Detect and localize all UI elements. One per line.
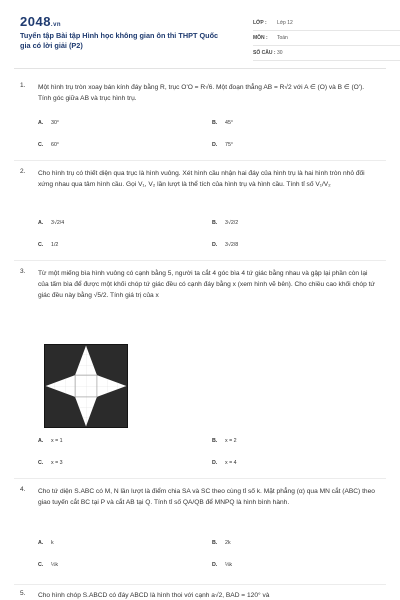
option-value: x = 2 <box>225 438 237 444</box>
meta-key: SỐ CÂU : <box>253 50 276 56</box>
meta-row-subject <box>253 31 400 46</box>
option-d[interactable] <box>212 242 238 248</box>
option-c[interactable] <box>38 142 59 148</box>
option-letter: A. <box>38 540 44 546</box>
option-b[interactable] <box>212 120 233 126</box>
option-a[interactable] <box>38 438 63 444</box>
option-value: ⅓k <box>225 562 233 568</box>
option-value: x = 1 <box>51 438 63 444</box>
option-value: x = 3 <box>51 460 63 466</box>
meta-row-class <box>253 16 400 31</box>
option-a[interactable] <box>38 540 54 546</box>
option-value: 1/2 <box>51 242 59 248</box>
option-value: 2k <box>225 540 231 546</box>
question-number: 1. <box>20 82 26 89</box>
option-d[interactable] <box>212 562 232 568</box>
option-a[interactable] <box>38 120 59 126</box>
question-text: Cho hình trụ có thiết diện qua trục là hình vuông. Xét hình cầu nhận hai đáy của hình trụ là hai hình tròn nhỏ đối xứng nhau qua tâm hình cầu. Gọi V₁, V₂ lần lượt là thể tích của hình trụ và hình cầu. Tính tỉ số V₁/V₂ <box>38 170 365 188</box>
option-value: 3√2/8 <box>225 242 239 248</box>
meta-value: 30 <box>277 50 283 56</box>
question-divider <box>14 584 386 585</box>
option-d[interactable] <box>212 460 237 466</box>
option-letter: A. <box>38 438 44 444</box>
meta-table <box>253 16 400 61</box>
option-value: ½k <box>51 562 59 568</box>
question-divider <box>14 478 386 479</box>
option-letter: D. <box>212 242 218 248</box>
option-letter: C. <box>38 142 44 148</box>
meta-value: Toán <box>277 35 288 41</box>
option-b[interactable] <box>212 438 237 444</box>
header-divider <box>14 68 386 69</box>
option-value: 3√2/4 <box>51 220 65 226</box>
option-letter: A. <box>38 120 44 126</box>
option-letter: D. <box>212 142 218 148</box>
question-number: 4. <box>20 486 26 493</box>
option-value: 60° <box>51 142 60 148</box>
option-c[interactable] <box>38 562 58 568</box>
question-divider <box>14 260 386 261</box>
option-b[interactable] <box>212 220 238 226</box>
option-value: x = 4 <box>225 460 237 466</box>
option-letter: D. <box>212 460 218 466</box>
option-value: 30° <box>51 120 60 126</box>
option-d[interactable] <box>212 142 233 148</box>
option-letter: B. <box>212 438 218 444</box>
question-text: Từ một miếng bìa hình vuông có cạnh bằng 5, người ta cắt 4 góc bìa 4 tứ giác bằng nhau và gập lại phần còn lại của tấm bìa để được một khối chóp tứ giác đều có cạnh đáy bằng x (xem hình vẽ bên). Cho chiều cao khối chóp tứ giác đều này bằng √5/2. Tính giá trị của x <box>38 270 375 299</box>
question-divider <box>14 160 386 161</box>
page-header <box>20 14 380 60</box>
question-number: 3. <box>20 268 26 275</box>
option-letter: B. <box>212 220 218 226</box>
option-value: k <box>51 540 54 546</box>
square-cardboard-figure <box>44 344 128 428</box>
option-letter: B. <box>212 540 218 546</box>
option-letter: C. <box>38 460 44 466</box>
question-text: Một hình trụ tròn xoay bán kính đáy bằng R, trục O'O = R√6. Một đoạn thẳng AB = R√2 với A ∈ (O) và B ∈ (O'). Tính góc giữa AB và trục hình trụ. <box>38 84 365 102</box>
option-letter: C. <box>38 562 44 568</box>
option-letter: C. <box>38 242 44 248</box>
option-a[interactable] <box>38 220 64 226</box>
meta-row-count <box>253 46 400 61</box>
option-value: 3√2/2 <box>225 220 239 226</box>
question-text: Cho tứ diện S.ABC có M, N lần lượt là điểm chia SA và SC theo cùng tỉ số k. Mặt phẳng (α) qua MN cắt (ABC) theo giao tuyến cắt BC tại P và cắt AB tại Q. Tính tỉ số QA/QB để MNPQ là hình bình hành. <box>38 488 375 506</box>
option-letter: D. <box>212 562 218 568</box>
meta-key: LỚP : <box>253 20 267 26</box>
option-c[interactable] <box>38 460 63 466</box>
question-number: 2. <box>20 168 26 175</box>
meta-value: Lớp 12 <box>277 20 293 26</box>
meta-key: MÔN : <box>253 35 268 41</box>
site-logo[interactable] <box>20 14 61 29</box>
logo-suffix: .vn <box>50 22 62 28</box>
option-value: 45° <box>225 120 234 126</box>
logo-text: 2048 <box>20 14 51 29</box>
option-letter: B. <box>212 120 218 126</box>
option-letter: A. <box>38 220 44 226</box>
option-b[interactable] <box>212 540 231 546</box>
document-title: Tuyển tập Bài tập Hình học không gian ôn thi THPT Quốc gia có lời giải (P2) <box>20 31 219 50</box>
question-number: 5. <box>20 590 26 597</box>
option-value: 75° <box>225 142 234 148</box>
question-text: Cho hình chóp S.ABCD có đáy ABCD là hình thoi với cạnh a√2, BAD = 120° và <box>38 592 270 599</box>
option-c[interactable] <box>38 242 58 248</box>
